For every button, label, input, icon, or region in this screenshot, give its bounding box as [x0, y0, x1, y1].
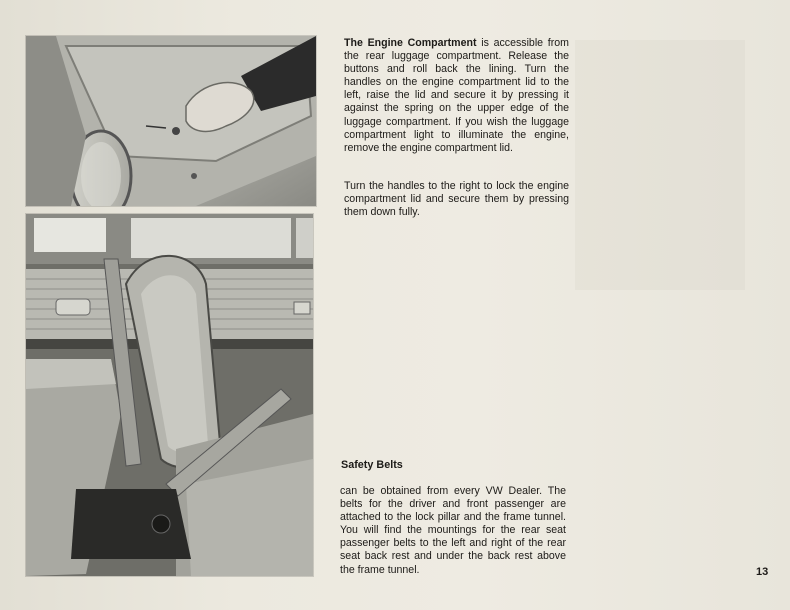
safety-belt-photo [26, 214, 313, 576]
engine-compartment-photo [26, 36, 316, 206]
engine-compartment-heading: The Engine Compartment [344, 37, 477, 49]
page-number: 13 [756, 566, 769, 578]
engine-compartment-paragraph [344, 37, 569, 155]
safety-belts-heading: Safety Belts [341, 459, 403, 471]
lock-handles-paragraph: Turn the handles to the right to lock the engine compartment lid and secure them by pressing them down fully. [344, 180, 569, 219]
show-through-shadow [575, 40, 745, 290]
engine-compartment-body: is accessible from the rear luggage compartment. Release the buttons and roll back the lining. Turn the handles on the engine compartment lid to the left, raise the lid and secure it by pressing it against the spring on the upper edge of the luggage compartment. If you wish the luggage compartment light to illuminate the engine, remove the engine compartment lid. [344, 37, 569, 154]
safety-belts-paragraph: can be obtained from every VW Dealer. The belts for the driver and front passenger are attached to the lock pillar and the frame tunnel. You will find the mountings for the rear seat passenger belts to the left and right of the rear seat back rest and under the back rest above the frame tunnel. [340, 485, 566, 576]
